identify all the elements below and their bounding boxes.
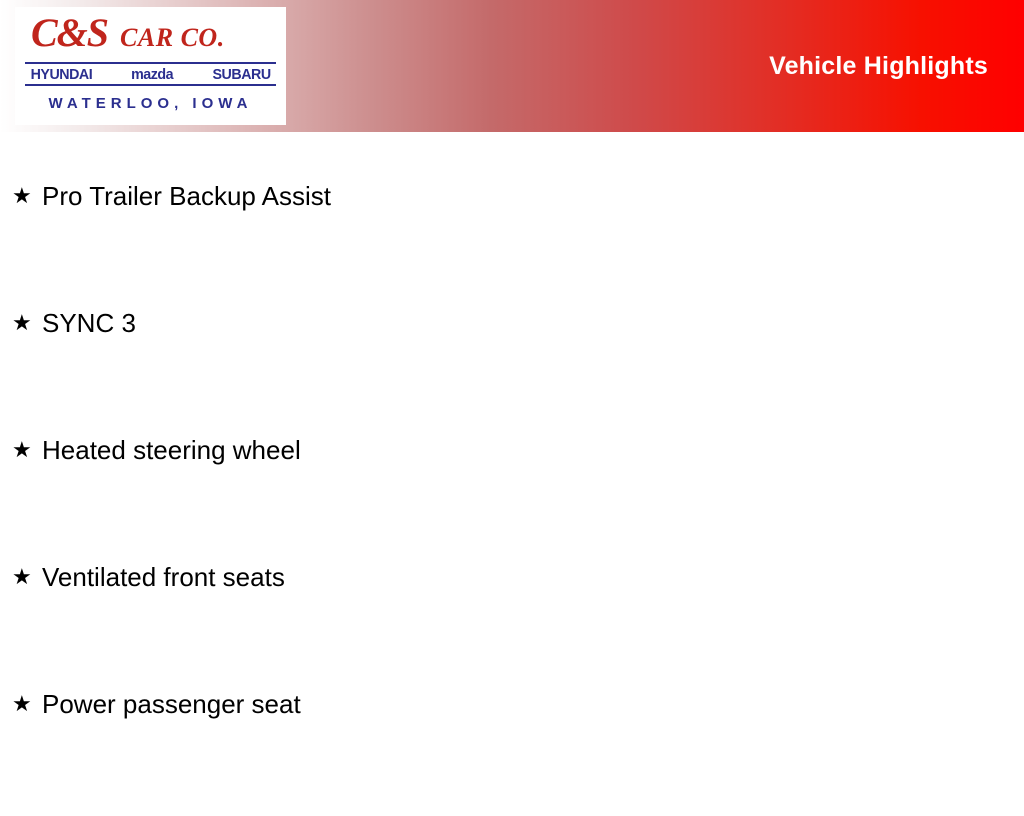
list-item xyxy=(0,562,1024,689)
star-icon: ★ xyxy=(12,437,32,462)
logo-secondary-text: CAR CO. xyxy=(120,23,225,52)
list-item-label: SYNC 3 xyxy=(42,308,136,338)
logo-brand-hyundai: HYUNDAI xyxy=(30,65,93,83)
logo-city-text: WATERLOO, IOWA xyxy=(48,95,253,112)
logo-brand-subaru: SUBARU xyxy=(212,65,271,83)
logo-brand-mazda: mazda xyxy=(131,65,174,83)
star-icon: ★ xyxy=(12,564,32,589)
list-item xyxy=(0,689,1024,816)
logo-brand-strip xyxy=(25,62,276,86)
dealer-logo xyxy=(15,7,286,125)
star-icon: ★ xyxy=(12,183,32,208)
list-item xyxy=(0,308,1024,435)
list-item xyxy=(0,132,1024,308)
logo-primary-text: C&S xyxy=(31,10,109,55)
page-title: Vehicle Highlights xyxy=(769,52,988,80)
star-icon: ★ xyxy=(12,310,32,335)
list-item-label: Power passenger seat xyxy=(42,689,301,719)
highlights-list xyxy=(0,132,1024,816)
list-item-label: Heated steering wheel xyxy=(42,435,301,465)
highlights-section xyxy=(0,132,1024,816)
list-item-label: Pro Trailer Backup Assist xyxy=(42,181,331,211)
list-item-label: Ventilated front seats xyxy=(42,562,285,592)
star-icon: ★ xyxy=(12,691,32,716)
list-item xyxy=(0,435,1024,562)
page-header xyxy=(0,0,1024,132)
logo-wordmark xyxy=(25,10,276,61)
